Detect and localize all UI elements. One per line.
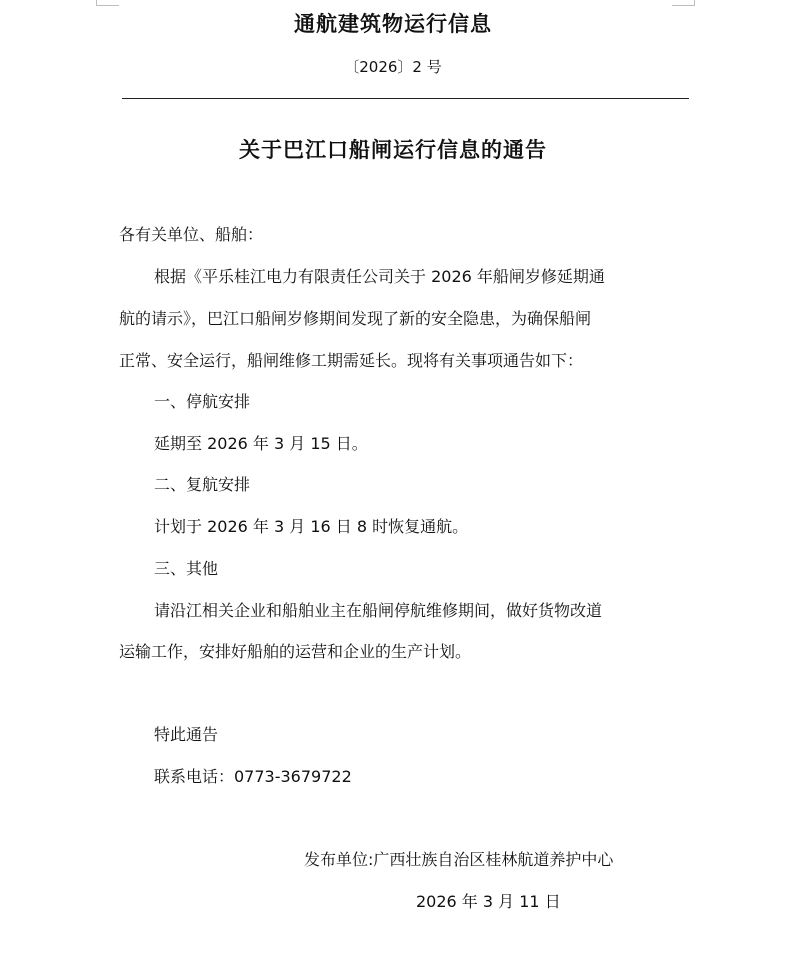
closing-text: 特此通告 bbox=[154, 725, 219, 744]
section-heading: 二、复航安排 bbox=[154, 475, 251, 494]
document-number: 〔2026〕2 号 bbox=[344, 58, 442, 76]
issuer: 发布单位:广西壮族自治区桂林航道养护中心 bbox=[304, 850, 614, 869]
header-divider bbox=[122, 98, 689, 99]
section-body-line: 延期至 2026 年 3 月 15 日。 bbox=[154, 434, 368, 453]
section-heading: 一、停航安排 bbox=[154, 392, 251, 411]
intro-line: 正常、安全运行，船闸维修工期需延长。现将有关事项通告如下： bbox=[119, 351, 584, 370]
notice-title: 关于巴江口船闸运行信息的通告 bbox=[239, 137, 547, 162]
section-body-line: 请沿江相关企业和船舶业主在船闸停航维修期间，做好货物改道 bbox=[154, 601, 603, 620]
intro-line: 根据《平乐桂江电力有限责任公司关于 2026 年船闸岁修延期通 bbox=[154, 267, 605, 286]
crop-mark-left bbox=[96, 0, 119, 6]
salutation: 各有关单位、船舶： bbox=[119, 225, 264, 244]
issue-date: 2026 年 3 月 11 日 bbox=[416, 892, 561, 911]
contact-phone: 联系电话：0773-3679722 bbox=[154, 767, 352, 786]
section-body-line: 计划于 2026 年 3 月 16 日 8 时恢复通航。 bbox=[154, 517, 469, 536]
section-heading: 三、其他 bbox=[154, 559, 219, 578]
document-header-title: 通航建筑物运行信息 bbox=[294, 11, 492, 36]
section-body-line: 运输工作，安排好船舶的运营和企业的生产计划。 bbox=[119, 642, 472, 661]
intro-line: 航的请示》，巴江口船闸岁修期间发现了新的安全隐患，为确保船闸 bbox=[119, 309, 592, 328]
crop-mark-right bbox=[672, 0, 695, 6]
